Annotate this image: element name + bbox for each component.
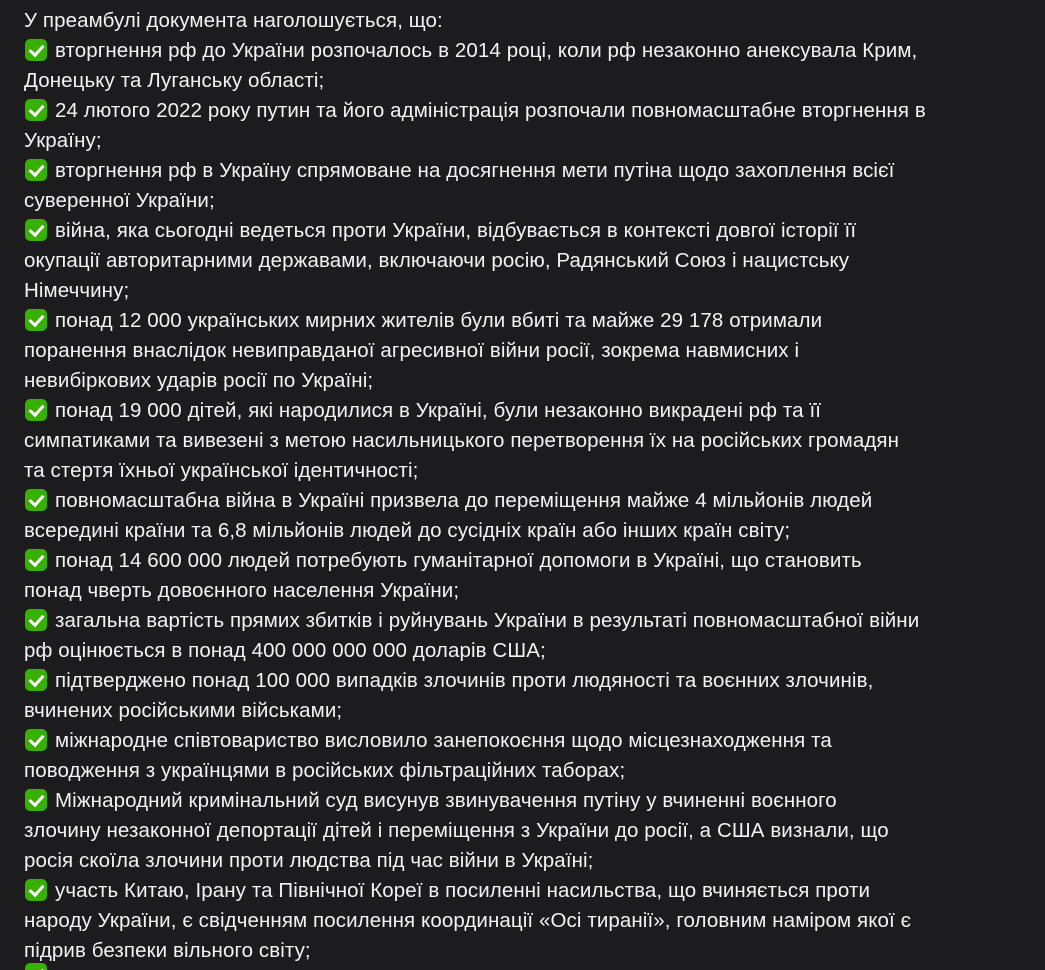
list-item-text: повномасштабна війна в Україні призвела до переміщення майже 4 мільйонів людей: [55, 489, 873, 512]
check-mark-icon: [25, 489, 47, 511]
check-mark-icon: [25, 219, 47, 241]
list-item-line: [24, 846, 1040, 876]
list-item-text: злочину незаконної депортації дітей і переміщення з України до росії, а США визнали, що: [24, 819, 889, 842]
list-item: [24, 216, 1040, 306]
list-item-line: [24, 726, 1040, 756]
list-item-text: всередині країни та 6,8 мільйонів людей до сусідніх країн або інших країн світу;: [24, 519, 791, 542]
list-item: [24, 156, 1040, 216]
list-item-text: підрив безпеки вільного світу;: [24, 939, 311, 962]
list-item-text: 24 лютого 2022 року путин та його адміністрація розпочали повномасштабне вторгнення в: [55, 99, 926, 122]
list-item-text: Донецьку та Луганську області;: [24, 69, 325, 92]
check-mark-icon: [25, 549, 47, 571]
check-mark-icon: [25, 159, 47, 181]
list-item-line: [24, 96, 1040, 126]
list-item-line: [24, 576, 1040, 606]
list-item-text: народу України, є свідченням посилення координації «Осі тиранії», головним наміром якої є: [24, 909, 912, 932]
list-item-text: та стертя їхньої української ідентичності;: [24, 459, 419, 482]
list-item-line: [24, 636, 1040, 666]
message-intro: У преамбулі документа наголошується, що:: [24, 9, 443, 32]
list-item-line: [24, 546, 1040, 576]
check-mark-icon: [25, 729, 47, 751]
list-item: [24, 546, 1040, 606]
check-mark-icon: [25, 789, 47, 811]
list-item-line: [24, 66, 1040, 96]
list-item-text: понад 12 000 українських мирних жителів були вбиті та майже 29 178 отримали: [55, 309, 823, 332]
list-item-text: загальна вартість прямих збитків і руйнувань України в результаті повномасштабної війни: [55, 609, 920, 632]
list-item-line: [24, 816, 1040, 846]
list-item-line: [24, 336, 1040, 366]
check-mark-icon: [25, 99, 47, 121]
list-item-line: [24, 876, 1040, 906]
list-item-line: [24, 156, 1040, 186]
list-item-text: Міжнародний кримінальний суд висунув звинувачення путіну у вчиненні воєнного: [55, 789, 837, 812]
list-item-text: міжнародне співтовариство висловило занепокоєння щодо місцезнаходження та: [55, 729, 832, 752]
list-item-line: [24, 606, 1040, 636]
list-item-text: суверенної України;: [24, 189, 215, 212]
list-item-text: понад 19 000 дітей, які народилися в Україні, були незаконно викрадені рф та її: [55, 399, 822, 422]
list-item-line: [24, 126, 1040, 156]
list-item: [24, 96, 1040, 156]
list-item-line: [24, 906, 1040, 936]
check-mark-icon: [25, 399, 47, 421]
message-content: [24, 6, 1040, 966]
list-item-text: вторгнення рф до України розпочалось в 2014 році, коли рф незаконно анексувала Крим,: [55, 39, 918, 62]
list-item: [24, 306, 1040, 396]
list-item-line: [24, 246, 1040, 276]
list-item-text: невибіркових ударів росії по Україні;: [24, 369, 374, 392]
list-item-text: Німеччину;: [24, 279, 130, 302]
list-item: [24, 726, 1040, 786]
list-item: [24, 36, 1040, 96]
list-item-text: окупації авторитарними державами, включаючи росію, Радянський Союз і нацистську: [24, 249, 850, 272]
list-item-line: [24, 186, 1040, 216]
list-item-line: [24, 216, 1040, 246]
list-item-line: [24, 426, 1040, 456]
list-item: [24, 786, 1040, 876]
list-item: [24, 486, 1040, 546]
list-item-text: участь Китаю, Ірану та Північної Кореї в посиленні насильства, що вчиняється проти: [55, 879, 870, 902]
list-item-line: [24, 396, 1040, 426]
list-item-line: [24, 486, 1040, 516]
check-mark-icon: [25, 669, 47, 691]
check-mark-icon: [25, 309, 47, 331]
list-item-text: поранення внаслідок невиправданої агресивної війни росії, зокрема навмисних і: [24, 339, 800, 362]
list-item-line: [24, 936, 1040, 966]
list-item-line: [24, 366, 1040, 396]
check-mark-icon: [25, 963, 47, 970]
list-item-text: війна, яка сьогодні ведеться проти України, відбувається в контексті довгої історії її: [55, 219, 857, 242]
list-item-text: понад чверть довоєнного населення України;: [24, 579, 460, 602]
check-mark-icon: [25, 879, 47, 901]
list-item-text: понад 14 600 000 людей потребують гуманітарної допомоги в Україні, що становить: [55, 549, 862, 572]
list-item-line: [24, 666, 1040, 696]
list-item: [24, 606, 1040, 666]
check-mark-icon: [25, 609, 47, 631]
list-item-line: [24, 516, 1040, 546]
list-item-text: Україну;: [24, 129, 102, 152]
list-item-line: [24, 786, 1040, 816]
list-item-text: вчинених російськими військами;: [24, 699, 343, 722]
bullet-list: [24, 36, 1040, 966]
list-item-line: [24, 696, 1040, 726]
list-item-line: [24, 306, 1040, 336]
list-item-line: [24, 36, 1040, 66]
list-item: [24, 876, 1040, 966]
list-item-text: симпатиками та вивезені з метою насильницького перетворення їх на російських громадян: [24, 429, 900, 452]
list-item-text: підтверджено понад 100 000 випадків злочинів проти людяності та воєнних злочинів,: [55, 669, 874, 692]
list-item-line: [24, 456, 1040, 486]
list-item-text: поводження з українцями в російських фільтраційних таборах;: [24, 759, 626, 782]
list-item: [24, 666, 1040, 726]
list-item: [24, 396, 1040, 486]
list-item-text: рф оцінюється в понад 400 000 000 000 доларів США;: [24, 639, 546, 662]
list-item-text: росія скоїла злочини проти людства під час війни в Україні;: [24, 849, 594, 872]
list-item-line: [24, 756, 1040, 786]
check-mark-icon: [25, 39, 47, 61]
list-item-line: [24, 276, 1040, 306]
list-item-text: вторгнення рф в Україну спрямоване на досягнення мети путіна щодо захоплення всієї: [55, 159, 895, 182]
